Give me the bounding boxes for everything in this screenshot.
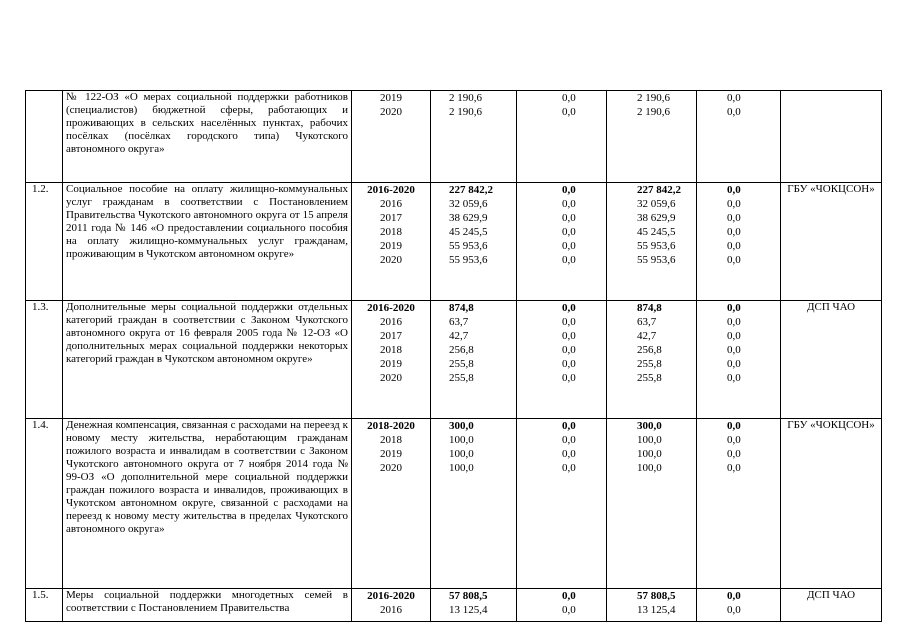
executor-cell: ДСП ЧАО — [781, 589, 882, 622]
other-column — [697, 91, 781, 183]
fed-column — [517, 301, 607, 419]
federal-budget-cell: 0,0 — [562, 316, 576, 328]
year-cell: 2019 — [380, 92, 402, 104]
measure-description: Меры социальной поддержки многодетных семей в соответствии с Постановлением Правительства — [63, 589, 352, 622]
other-sources-cell: 0,0 — [727, 240, 741, 252]
executor-cell — [781, 91, 882, 183]
total-amount-cell: 2 190,6 — [449, 106, 482, 118]
fed-column — [517, 589, 607, 622]
total-amount-cell: 32 059,6 — [449, 198, 488, 210]
district-budget-cell: 38 629,9 — [637, 212, 676, 224]
federal-budget-cell: 0,0 — [562, 184, 576, 196]
other-sources-cell: 0,0 — [727, 254, 741, 266]
table-row — [26, 183, 882, 301]
other-sources-cell: 0,0 — [727, 302, 741, 314]
federal-budget-cell: 0,0 — [562, 448, 576, 460]
federal-budget-cell: 0,0 — [562, 330, 576, 342]
district-budget-cell: 55 953,6 — [637, 254, 676, 266]
district-budget-cell: 100,0 — [637, 462, 662, 474]
total-amount-cell: 55 953,6 — [449, 254, 488, 266]
year-cell: 2018 — [380, 226, 402, 238]
total-amount-cell: 874,8 — [449, 302, 474, 314]
years-column — [352, 301, 431, 419]
total-amount-cell: 100,0 — [449, 462, 474, 474]
federal-budget-cell: 0,0 — [562, 344, 576, 356]
other-sources-cell: 0,0 — [727, 212, 741, 224]
table-row — [26, 301, 882, 419]
district-budget-cell: 255,8 — [637, 358, 662, 370]
other-sources-cell: 0,0 — [727, 198, 741, 210]
total-amount-cell: 55 953,6 — [449, 240, 488, 252]
federal-budget-cell: 0,0 — [562, 240, 576, 252]
total-amount-cell: 45 245,5 — [449, 226, 488, 238]
district-budget-cell: 45 245,5 — [637, 226, 676, 238]
executor-cell: ГБУ «ЧОКЦСОН» — [781, 419, 882, 589]
total-amount-cell: 100,0 — [449, 448, 474, 460]
fed-column — [517, 91, 607, 183]
federal-budget-cell: 0,0 — [562, 434, 576, 446]
district-budget-cell: 874,8 — [637, 302, 662, 314]
table-row — [26, 589, 882, 622]
total-amount-cell: 38 629,9 — [449, 212, 488, 224]
row-number: 1.3. — [26, 301, 63, 419]
district-budget-cell: 255,8 — [637, 372, 662, 384]
district-budget-cell: 100,0 — [637, 448, 662, 460]
total-amount-cell: 255,8 — [449, 358, 474, 370]
years-column — [352, 91, 431, 183]
federal-budget-cell: 0,0 — [562, 106, 576, 118]
okr-column — [607, 589, 697, 622]
federal-budget-cell: 0,0 — [562, 604, 576, 616]
district-budget-cell: 2 190,6 — [637, 92, 670, 104]
federal-budget-cell: 0,0 — [562, 198, 576, 210]
row-number: 1.2. — [26, 183, 63, 301]
federal-budget-cell: 0,0 — [562, 420, 576, 432]
other-column — [697, 589, 781, 622]
years-column — [352, 183, 431, 301]
years-column — [352, 419, 431, 589]
total-column — [431, 91, 517, 183]
federal-budget-cell: 0,0 — [562, 212, 576, 224]
other-sources-cell: 0,0 — [727, 184, 741, 196]
district-budget-cell: 100,0 — [637, 434, 662, 446]
total-amount-cell: 42,7 — [449, 330, 469, 342]
district-budget-cell: 227 842,2 — [637, 184, 681, 196]
district-budget-cell: 256,8 — [637, 344, 662, 356]
district-budget-cell: 57 808,5 — [637, 590, 676, 602]
year-cell: 2016 — [380, 198, 402, 210]
district-budget-cell: 13 125,4 — [637, 604, 676, 616]
total-amount-cell: 2 190,6 — [449, 92, 482, 104]
other-sources-cell: 0,0 — [727, 92, 741, 104]
table-row — [26, 91, 882, 183]
okr-column — [607, 91, 697, 183]
year-cell: 2019 — [380, 448, 402, 460]
year-cell: 2018-2020 — [367, 420, 415, 432]
measure-description: Дополнительные меры социальной поддержки отдельных категорий граждан в соответствии с Законом Чукотского автономного округа от 16 февраля 2005 года № 12-ОЗ «О дополнительных мерах социальной поддержки некоторых категорий граждан в Чукотском автономном округе» — [63, 301, 352, 419]
year-cell: 2016-2020 — [367, 184, 415, 196]
other-column — [697, 419, 781, 589]
year-cell: 2017 — [380, 330, 402, 342]
total-amount-cell: 227 842,2 — [449, 184, 493, 196]
year-cell: 2017 — [380, 212, 402, 224]
other-sources-cell: 0,0 — [727, 106, 741, 118]
federal-budget-cell: 0,0 — [562, 372, 576, 384]
year-cell: 2016 — [380, 604, 402, 616]
total-amount-cell: 57 808,5 — [449, 590, 488, 602]
district-budget-cell: 300,0 — [637, 420, 662, 432]
other-sources-cell: 0,0 — [727, 226, 741, 238]
other-sources-cell: 0,0 — [727, 604, 741, 616]
other-sources-cell: 0,0 — [727, 434, 741, 446]
other-sources-cell: 0,0 — [727, 420, 741, 432]
other-sources-cell: 0,0 — [727, 462, 741, 474]
total-column — [431, 183, 517, 301]
total-column — [431, 419, 517, 589]
year-cell: 2020 — [380, 372, 402, 384]
year-cell: 2020 — [380, 106, 402, 118]
district-budget-cell: 42,7 — [637, 330, 657, 342]
total-amount-cell: 300,0 — [449, 420, 474, 432]
total-column — [431, 301, 517, 419]
other-column — [697, 301, 781, 419]
district-budget-cell: 2 190,6 — [637, 106, 670, 118]
executor-cell: ДСП ЧАО — [781, 301, 882, 419]
measure-description: № 122-ОЗ «О мерах социальной поддержки работников (специалистов) бюджетной сферы, работающих и проживающих в сельских населённых пунктах, рабочих посёлках (посёлках городского типа) Чукотского автономного округа» — [63, 91, 352, 183]
fed-column — [517, 419, 607, 589]
row-number: 1.4. — [26, 419, 63, 589]
year-cell: 2018 — [380, 434, 402, 446]
other-sources-cell: 0,0 — [727, 358, 741, 370]
total-amount-cell: 100,0 — [449, 434, 474, 446]
year-cell: 2019 — [380, 240, 402, 252]
measure-description: Социальное пособие на оплату жилищно-коммунальных услуг гражданам в соответствии с Постановлением Правительства Чукотского автономного округа от 15 апреля 2011 года № 146 «О предоставлении социального пособия на оплату жилищно-коммунальных услуг гражданам, проживающим в Чукотском автономном округе» — [63, 183, 352, 301]
district-budget-cell: 55 953,6 — [637, 240, 676, 252]
federal-budget-cell: 0,0 — [562, 590, 576, 602]
other-sources-cell: 0,0 — [727, 344, 741, 356]
total-amount-cell: 255,8 — [449, 372, 474, 384]
total-column — [431, 589, 517, 622]
total-amount-cell: 256,8 — [449, 344, 474, 356]
measure-description: Денежная компенсация, связанная с расходами на переезд к новому месту жительства, неработающим гражданам пожилого возраста и инвалидам в соответствии с Законом Чукотского автономного округа от 7 ноября 2014 года № 99-ОЗ «О дополнительной мере социальной поддержки граждан пожилого возраста и инвалидов, проживающих в Чукотском автономном округе, связанной с расходами на переезд к новому месту жительства в пределах Чукотского автономного округа» — [63, 419, 352, 589]
year-cell: 2016-2020 — [367, 302, 415, 314]
year-cell: 2019 — [380, 358, 402, 370]
other-column — [697, 183, 781, 301]
federal-budget-cell: 0,0 — [562, 92, 576, 104]
table-row — [26, 419, 882, 589]
okr-column — [607, 183, 697, 301]
federal-budget-cell: 0,0 — [562, 226, 576, 238]
federal-budget-cell: 0,0 — [562, 302, 576, 314]
year-cell: 2016 — [380, 316, 402, 328]
year-cell: 2016-2020 — [367, 590, 415, 602]
other-sources-cell: 0,0 — [727, 330, 741, 342]
total-amount-cell: 63,7 — [449, 316, 469, 328]
district-budget-cell: 32 059,6 — [637, 198, 676, 210]
federal-budget-cell: 0,0 — [562, 254, 576, 266]
federal-budget-cell: 0,0 — [562, 358, 576, 370]
year-cell: 2020 — [380, 254, 402, 266]
program-table — [25, 90, 882, 622]
row-number: 1.5. — [26, 589, 63, 622]
okr-column — [607, 419, 697, 589]
row-number — [26, 91, 63, 183]
district-budget-cell: 63,7 — [637, 316, 657, 328]
total-amount-cell: 13 125,4 — [449, 604, 488, 616]
executor-cell: ГБУ «ЧОКЦСОН» — [781, 183, 882, 301]
federal-budget-cell: 0,0 — [562, 462, 576, 474]
okr-column — [607, 301, 697, 419]
other-sources-cell: 0,0 — [727, 372, 741, 384]
other-sources-cell: 0,0 — [727, 590, 741, 602]
years-column — [352, 589, 431, 622]
year-cell: 2018 — [380, 344, 402, 356]
other-sources-cell: 0,0 — [727, 448, 741, 460]
other-sources-cell: 0,0 — [727, 316, 741, 328]
fed-column — [517, 183, 607, 301]
year-cell: 2020 — [380, 462, 402, 474]
